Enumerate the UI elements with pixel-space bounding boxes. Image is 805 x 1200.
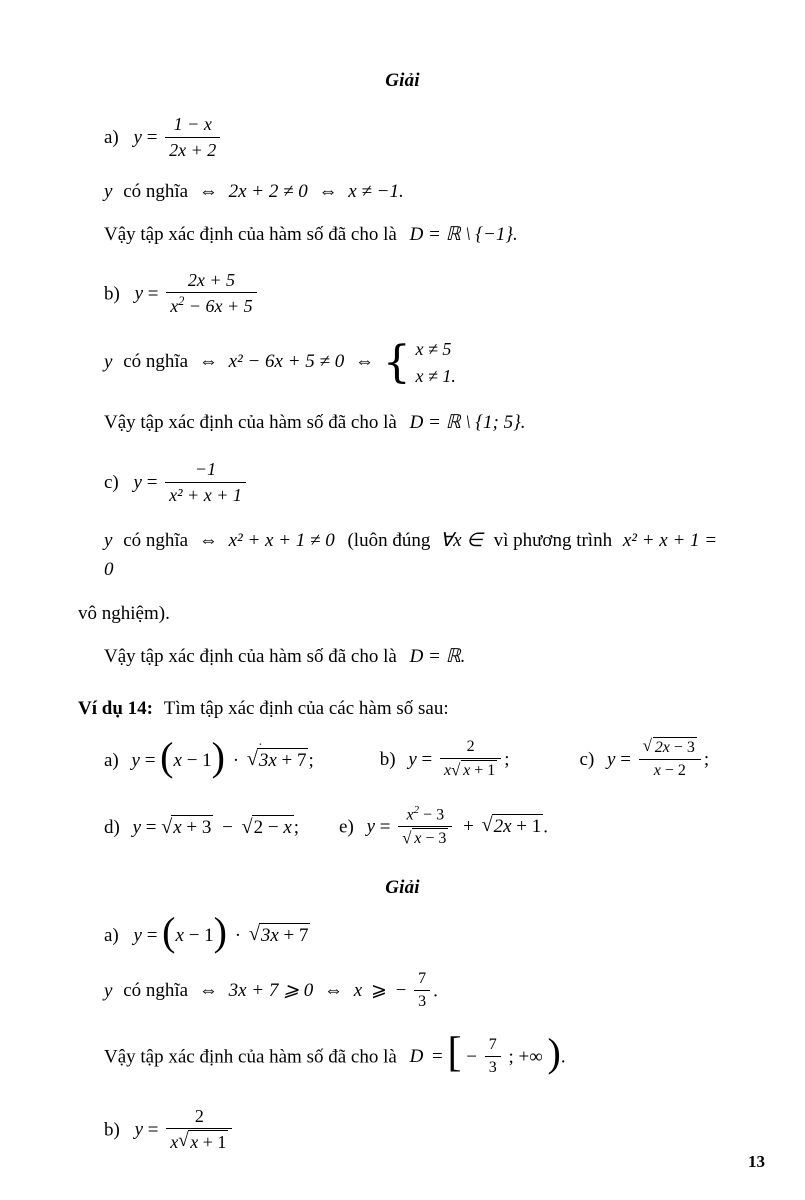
example-prompt: Tìm tập xác định của các hàm số sau: xyxy=(163,697,449,719)
vay-tap-text: Vậy tập xác định của hàm số đã cho là xyxy=(104,646,397,668)
label-d: d) xyxy=(104,817,120,839)
domain-numerator: 7 xyxy=(485,1035,501,1057)
equals-sign: = xyxy=(145,817,157,839)
label-c: c) xyxy=(104,471,119,493)
iff-symbol: ⇔ xyxy=(198,980,218,1002)
label-a: a) xyxy=(104,126,119,148)
iff-symbol: ⇔ xyxy=(354,351,374,373)
part-a-expression xyxy=(78,114,727,163)
solution-b-expression xyxy=(78,1106,727,1156)
fraction-b-denominator: $x^2 - 6x + 5$ xyxy=(170,294,253,317)
example-heading xyxy=(78,698,727,720)
part-b-expression xyxy=(78,270,727,320)
solution-heading-1: Giải xyxy=(385,70,420,91)
co-nghia-text: có nghĩa xyxy=(123,529,189,551)
fraction-b xyxy=(166,269,256,319)
problem-d: d) y = √ x + 3 − √ 2 − x ; xyxy=(104,815,300,839)
y-symbol: y xyxy=(132,817,142,839)
equals-sign: = xyxy=(432,1046,443,1068)
fraction-b-numerator: 2x + 5 xyxy=(166,269,256,294)
label-a: a) xyxy=(104,924,119,946)
result-denominator: 3 xyxy=(418,993,427,1011)
dot-operator: · xyxy=(232,749,240,771)
equation-c: x² + x + 1 = 0 xyxy=(104,529,718,581)
sqrt-x3: √ x + 3 xyxy=(161,815,212,839)
system-brace-b xyxy=(383,336,456,390)
equals-sign: = xyxy=(146,126,158,148)
domain-c: D = ℝ. xyxy=(409,646,466,668)
domain-b: D = ℝ \ {1; 5}. xyxy=(409,411,526,433)
label-c: c) xyxy=(579,748,595,770)
case-b-1: x ≠ 5 xyxy=(415,338,452,359)
part-b-condition xyxy=(78,336,727,390)
fraction-sol-b xyxy=(166,1105,232,1155)
part-c-condition-cont xyxy=(78,599,727,628)
y-symbol: y xyxy=(408,748,417,770)
vay-tap-text: Vậy tập xác định của hàm số đã cho là xyxy=(104,224,397,246)
brace-symbol: { xyxy=(382,336,411,388)
co-nghia-text: có nghĩa xyxy=(123,180,189,202)
solution-a-condition: y có nghĩa ⇔ 3x + 7 ⩾ 0 ⇔ x ⩾ − $\frac{7}{3}$ . xyxy=(78,970,727,1014)
part-a-condition xyxy=(78,177,727,206)
D-symbol: D xyxy=(409,1046,424,1068)
vi-phuong-trinh-text: vì phương trình xyxy=(493,529,613,551)
sqrt-2x1: √ 2x + 1 xyxy=(481,814,542,837)
problems-row-1 xyxy=(78,733,727,783)
geq-symbol: ⩾ xyxy=(370,980,387,1002)
problem-b: b) y = 2 x √ x + 1 ; xyxy=(380,738,510,783)
fraction-domain-a xyxy=(485,1035,501,1079)
solution-a-expression: a) y = (x − 1) · √ 3x + 7 xyxy=(104,908,309,954)
forall-x: ∀x ∈ xyxy=(440,529,483,551)
fraction-sol-b-denominator: x √ x + 1 xyxy=(170,1130,227,1153)
case-b-2: x ≠ 1. xyxy=(415,365,456,386)
fraction-c-denominator: x² + x + 1 xyxy=(169,484,242,505)
iff-symbol: ⇔ xyxy=(324,980,344,1002)
equals-sign: = xyxy=(146,471,158,493)
label-a: a) xyxy=(104,749,119,771)
co-nghia-text: có nghĩa xyxy=(123,351,189,373)
dot-operator: · xyxy=(234,924,242,946)
part-b-domain xyxy=(78,408,727,437)
fraction-c-numerator: −1 xyxy=(165,458,246,483)
label-e: e) xyxy=(339,815,354,837)
iff-symbol: ⇔ xyxy=(318,180,338,202)
condition-b: x² − 6x + 5 ≠ 0 xyxy=(228,351,345,373)
vay-tap-text: Vậy tập xác định của hàm số đã cho là xyxy=(104,1046,397,1068)
vo-nghiem-text: vô nghiệm). xyxy=(78,602,170,624)
luon-dung-text: (luôn đúng xyxy=(347,529,431,551)
part-c-domain xyxy=(78,642,727,671)
problem-e: e) y = $x^2 - 3$ √ x − 3 + √ 2x + 1 . xyxy=(339,805,548,851)
label-b: b) xyxy=(104,283,120,305)
problem-a: a) y = (x − 1) · √ 3x + 7 ; xyxy=(104,733,314,779)
y-symbol: y xyxy=(134,1119,144,1140)
fraction-sol-b-numerator: 2 xyxy=(166,1105,232,1130)
equals-sign: = xyxy=(147,283,159,305)
vay-tap-text: Vậy tập xác định của hàm số đã cho là xyxy=(104,411,397,433)
label-b: b) xyxy=(379,748,396,770)
fraction-prob-c: √ 2x − 3 x − 2 xyxy=(639,737,701,782)
page-number: 13 xyxy=(748,1152,765,1171)
domain-a: D = ℝ \ {−1}. xyxy=(409,224,518,246)
equals-sign: = xyxy=(620,748,631,770)
y-symbol: y xyxy=(104,529,113,551)
part-c-expression xyxy=(78,459,727,508)
result-numerator: 7 xyxy=(414,969,430,991)
y-symbol: y xyxy=(607,748,616,770)
y-symbol: y xyxy=(366,815,375,837)
part-c-condition xyxy=(78,526,727,585)
equals-sign: = xyxy=(144,749,156,771)
problem-c: c) y = √ 2x − 3 x − 2 ; xyxy=(580,738,710,783)
fraction-a-numerator: 1 − x xyxy=(165,113,220,138)
example-label: Ví dụ 14: xyxy=(78,697,153,719)
condition-sol-a: 3x + 7 ⩾ 0 xyxy=(228,980,314,1002)
condition-c: x² + x + 1 ≠ 0 xyxy=(228,529,335,551)
iff-symbol: ⇔ xyxy=(198,529,218,551)
sqrt-3x7: √ 3x + 7 xyxy=(246,748,307,771)
equals-sign: = xyxy=(146,924,158,946)
y-symbol: y xyxy=(104,351,113,373)
y-symbol: y xyxy=(133,924,142,946)
equals-sign: = xyxy=(147,1119,159,1140)
sqrt-3x7: √ 3x + 7 xyxy=(248,923,309,946)
problems-row-2 xyxy=(78,805,727,851)
y-symbol: y xyxy=(133,126,142,148)
part-a-domain xyxy=(78,220,727,249)
stray-dot-mark: · xyxy=(258,738,263,753)
condition-a: 2x + 2 ≠ 0 xyxy=(228,180,308,202)
equals-sign: = xyxy=(379,815,391,837)
fraction-a-denominator: 2x + 2 xyxy=(169,139,217,160)
plus-infinity: ; +∞ xyxy=(508,1046,543,1068)
solution-a-domain: Vậy tập xác định của hàm số đã cho là D = [ − $\frac{7}{3}$ ; +∞ ). xyxy=(78,1036,727,1080)
fraction-prob-b: 2 x √ x + 1 xyxy=(440,737,501,782)
iff-symbol: ⇔ xyxy=(198,351,218,373)
equals-sign: = xyxy=(421,748,433,770)
fraction-a xyxy=(165,113,220,162)
iff-symbol: ⇔ xyxy=(198,180,218,202)
label-b: b) xyxy=(104,1119,120,1140)
fraction-c xyxy=(165,458,246,507)
fraction-prob-e: $x^2 - 3$ √ x − 3 xyxy=(398,804,452,850)
domain-denominator: 3 xyxy=(488,1058,497,1076)
y-symbol: y xyxy=(104,980,113,1002)
y-symbol: y xyxy=(131,749,140,771)
fraction-sol-a-result xyxy=(414,969,430,1013)
sqrt-2minusx: √ 2 − x xyxy=(241,815,292,839)
y-symbol: y xyxy=(133,471,142,493)
co-nghia-text: có nghĩa xyxy=(123,980,189,1002)
solution-heading-2: Giải xyxy=(385,876,420,898)
y-symbol: y xyxy=(134,283,144,305)
result-a: x ≠ −1. xyxy=(348,180,404,202)
y-symbol: y xyxy=(104,180,113,202)
